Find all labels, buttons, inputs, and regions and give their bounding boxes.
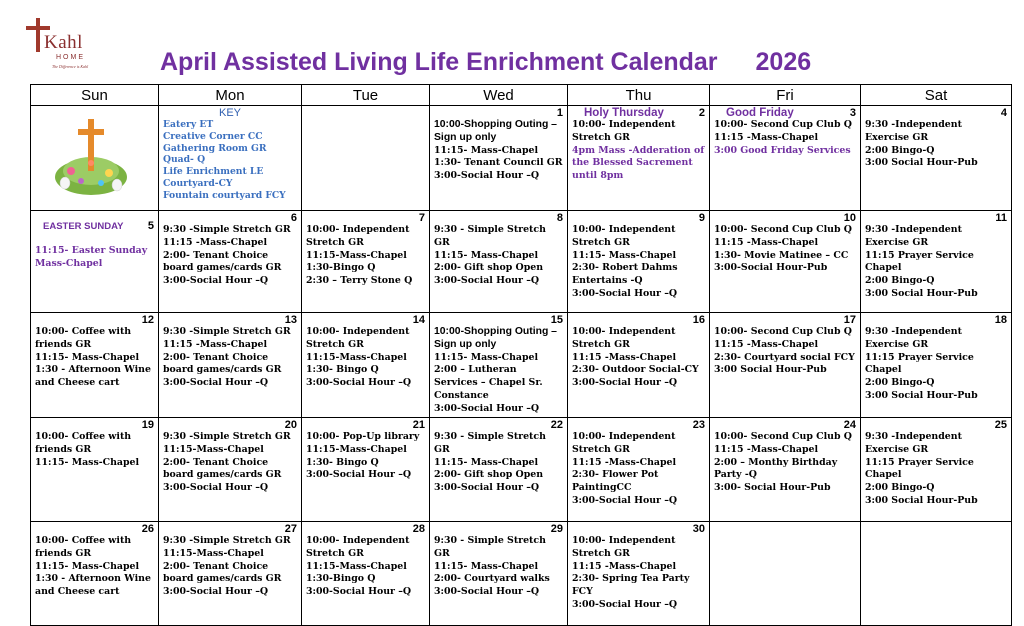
day-cell-14 [302, 313, 430, 418]
day-number: 13 [284, 314, 297, 326]
key-item: Quad- Q [163, 154, 206, 166]
day-header [572, 107, 705, 119]
day-cell-11 [861, 211, 1012, 313]
day-cell-24 [710, 418, 861, 522]
weekday-header [31, 85, 1012, 106]
week-row [31, 313, 1012, 418]
event: 3:00-Social Hour –Q [572, 287, 678, 299]
event: 3:00-Social Hour –Q [306, 377, 412, 389]
event: 3:00 Social Hour-Pub [714, 364, 827, 376]
day-number: 18 [994, 314, 1007, 326]
event: 11:15 -Mass-Chapel [572, 456, 677, 468]
day-cell-3 [710, 106, 861, 211]
event: 9:30 -Simple Stretch GR [163, 431, 291, 442]
key-item: Life Enrichment LE [163, 166, 264, 178]
event: 10:00-Shopping Outing – Sign up only [434, 326, 557, 350]
easter-cross-icon [51, 113, 131, 199]
event: 2:00- Gift shop Open [434, 262, 544, 274]
event: 3:00-Social Hour –Q [163, 482, 269, 494]
event: 3:00-Social Hour –Q [163, 586, 269, 598]
day-number: 21 [412, 419, 425, 431]
day-header [714, 107, 856, 119]
event: 2:00- Gift shop Open [434, 469, 544, 481]
event: 11:15- Mass-Chapel [35, 560, 140, 572]
page-title [160, 48, 811, 77]
event: 2:30- Spring Tea Party FCY [572, 573, 690, 598]
event: 10:00- Independent Stretch GR [306, 326, 410, 350]
day-header [35, 220, 154, 233]
event: 9:30 - Simple Stretch GR [434, 431, 546, 455]
event: 11:15- Mass-Chapel [434, 560, 539, 572]
event: 3:00-Social Hour –Q [572, 494, 678, 506]
event: 3:00-Social Hour –Q [434, 586, 540, 598]
event: 3:00-Social Hour –Q [434, 275, 540, 287]
weekday-mon: Mon [159, 85, 302, 106]
event: 10:00- Pop-Up library [306, 431, 420, 442]
day-number: 24 [843, 419, 856, 431]
event: 11:15- Mass-Chapel [434, 144, 539, 156]
day-number: 14 [412, 314, 425, 326]
event: 11:15 -Mass-Chapel [572, 560, 677, 572]
event: 1:30- Tenant Council GR [434, 157, 563, 169]
day-cell-12 [31, 313, 159, 418]
key-item: Courtyard-CY [163, 177, 233, 189]
event: 11:15 -Mass-Chapel [714, 443, 819, 455]
day-cell-30 [568, 522, 710, 626]
day-number: 11 [995, 212, 1007, 224]
day-number: 1 [556, 107, 563, 119]
event: 10:00- Independent Stretch GR [572, 535, 676, 559]
event: 10:00- Independent Stretch GR [306, 224, 410, 248]
event: 2:30- Flower Pot PaintingCC [572, 469, 659, 494]
day-number: 15 [550, 314, 563, 326]
day-number: 8 [556, 212, 563, 224]
event: 11:15- Mass-Chapel [35, 456, 140, 468]
day-cell-16 [568, 313, 710, 418]
event: 10:00- Independent Stretch GR [572, 326, 676, 350]
event: 1:30 - Afternoon Wine and Cheese cart [35, 573, 151, 598]
event: 3:00-Social Hour –Q [434, 482, 540, 494]
day-cell-28 [302, 522, 430, 626]
week-row [31, 106, 1012, 211]
holiday-label: Holy Thursday [584, 107, 664, 119]
event: 11:15 -Mass-Chapel [714, 338, 819, 350]
event: 2:00 – Lutheran Services – Chapel Sr. Constance [434, 364, 543, 401]
day-cell-26 [31, 522, 159, 626]
event: 1:30- Bingo Q [306, 364, 379, 376]
easter-art-cell [31, 106, 159, 211]
event: 11:15- Mass-Chapel [434, 351, 539, 363]
event: 11:15- Mass-Chapel [434, 249, 539, 261]
key-title: KEY [218, 107, 241, 119]
calendar-grid [30, 84, 1012, 626]
event: 10:00- Coffee with friends GR [35, 431, 132, 455]
day-number: 26 [141, 523, 154, 535]
event: 3:00-Social Hour –Q [163, 377, 269, 389]
day-number: 9 [698, 212, 705, 224]
event: 2:00 – Monthy Birthday Party -Q [714, 456, 838, 481]
event: 9:30 -Independent Exercise GR [865, 224, 962, 248]
day-number: 29 [550, 523, 563, 535]
event: 2:00 Bingo-Q [865, 482, 935, 494]
day-number: 6 [290, 212, 297, 224]
event: 10:00- Coffee with friends GR [35, 326, 132, 350]
day-cell-7 [302, 211, 430, 313]
event: 3:00-Social Hour-Pub [714, 262, 828, 274]
event: 3:00 Social Hour-Pub [865, 494, 978, 506]
day-cell-10 [710, 211, 861, 313]
event: 2:00- Courtyard walks [434, 573, 550, 585]
empty-day-cell [861, 522, 1012, 626]
day-cell-19 [31, 418, 159, 522]
event-special: 4pm Mass -Adderation of the Blessed Sacrement until 8pm [572, 144, 705, 182]
event: 3:00-Social Hour –Q [572, 598, 678, 610]
event: 1:30- Movie Matinee – CC [714, 249, 849, 261]
day-number: 22 [550, 419, 563, 431]
kahl-home-logo [22, 18, 112, 70]
event-special: 11:15- Easter Sunday Mass-Chapel [35, 245, 148, 269]
title-text: April Assisted Living Life Enrichment Calendar [160, 48, 718, 76]
day-cell-5 [31, 211, 159, 313]
event: 3:00-Social Hour –Q [306, 586, 412, 598]
weekday-fri: Fri [710, 85, 861, 106]
cross-icon [36, 18, 40, 52]
event: 9:30 -Simple Stretch GR [163, 326, 291, 337]
event: 11:15 -Mass-Chapel [714, 236, 819, 248]
event: 10:00- Independent Stretch GR [572, 224, 676, 248]
event: 11:15-Mass-Chapel [163, 547, 264, 559]
event: 10:00- Second Cup Club Q [714, 119, 852, 130]
event: 11:15 Prayer Service Chapel [865, 249, 974, 274]
empty-day-cell [302, 106, 430, 211]
day-cell-25 [861, 418, 1012, 522]
day-cell-15 [430, 313, 568, 418]
event: 2:00 Bingo-Q [865, 377, 935, 389]
event: 9:30 - Simple Stretch GR [434, 224, 546, 248]
event: 9:30 - Simple Stretch GR [434, 535, 546, 559]
event: 9:30 -Independent Exercise GR [865, 326, 962, 350]
day-cell-2 [568, 106, 710, 211]
event: 10:00- Coffee with friends GR [35, 535, 132, 559]
day-number: 27 [284, 523, 297, 535]
key-item: Fountain courtyard FCY [163, 189, 286, 201]
event: 10:00- Second Cup Club Q [714, 224, 852, 235]
event: 3:00-Social Hour –Q [434, 170, 540, 182]
event: 3:00-Social Hour –Q [163, 275, 269, 287]
day-cell-17 [710, 313, 861, 418]
event: 2:00- Tenant Choice board games/cards GR [163, 351, 282, 376]
day-number: 3 [849, 107, 856, 119]
title-year: 2026 [755, 48, 812, 76]
day-cell-6 [159, 211, 302, 313]
event: 11:15 -Mass-Chapel [714, 131, 819, 143]
event: 11:15- Mass-Chapel [434, 456, 539, 468]
event: 1:30-Bingo Q [306, 573, 376, 585]
event: 2:00 Bingo-Q [865, 275, 935, 287]
event: 2:30- Robert Dahms Entertains -Q [572, 262, 678, 287]
day-number: 12 [141, 314, 154, 326]
day-number: 20 [284, 419, 297, 431]
day-number: 16 [692, 314, 705, 326]
day-cell-22 [430, 418, 568, 522]
event: 2:30- Courtyard social FCY [714, 351, 855, 363]
event: 11:15-Mass-Chapel [306, 351, 407, 363]
day-cell-21 [302, 418, 430, 522]
event: 11:15 -Mass-Chapel [163, 338, 268, 350]
event: 11:15 -Mass-Chapel [163, 236, 268, 248]
day-cell-8 [430, 211, 568, 313]
event: 10:00-Shopping Outing – Sign up only [434, 119, 557, 143]
day-cell-20 [159, 418, 302, 522]
event-special: 3:00 Good Friday Services [714, 144, 851, 156]
event: 11:15 Prayer Service Chapel [865, 351, 974, 376]
day-number: 23 [692, 419, 705, 431]
day-number: 28 [412, 523, 425, 535]
cross-bar [26, 26, 50, 30]
day-cell-4 [861, 106, 1012, 211]
event: 3:00 Social Hour-Pub [865, 389, 978, 401]
logo-name: Kahl [44, 32, 83, 53]
event: 10:00- Independent Stretch GR [306, 535, 410, 559]
key-item: Gathering Room GR [163, 142, 267, 154]
event: 1:30- Bingo Q [306, 456, 379, 468]
event: 3:00 Social Hour-Pub [865, 157, 978, 169]
event: 2:00- Tenant Choice board games/cards GR [163, 456, 282, 481]
event: 3:00 Social Hour-Pub [865, 287, 978, 299]
week-row [31, 211, 1012, 313]
event: 11:15 Prayer Service Chapel [865, 456, 974, 481]
event: 11:15- Mass-Chapel [35, 351, 140, 363]
key-cell [159, 106, 302, 211]
day-cell-23 [568, 418, 710, 522]
day-cell-18 [861, 313, 1012, 418]
logo-tagline: The Difference is Kahl [52, 64, 89, 69]
event: 2:30- Outdoor Social-CY [572, 364, 699, 376]
event: 11:15-Mass-Chapel [306, 249, 407, 261]
empty-day-cell [710, 522, 861, 626]
holiday-label: EASTER SUNDAY [43, 221, 124, 232]
event: 1:30-Bingo Q [306, 262, 376, 274]
day-number: 30 [692, 523, 705, 535]
event: 10:00- Independent Stretch GR [572, 119, 676, 143]
event: 10:00- Second Cup Club Q [714, 431, 852, 442]
day-number: 25 [994, 419, 1007, 431]
day-number: 4 [1000, 107, 1007, 119]
holiday-label: Good Friday [726, 107, 794, 119]
event: 11:15- Mass-Chapel [572, 249, 677, 261]
event: 3:00-Social Hour –Q [306, 469, 412, 481]
week-row [31, 522, 1012, 626]
event: 9:30 -Independent Exercise GR [865, 119, 962, 143]
event: 9:30 -Simple Stretch GR [163, 224, 291, 235]
day-number: 17 [843, 314, 856, 326]
event: 10:00- Independent Stretch GR [572, 431, 676, 455]
event: 3:00-Social Hour –Q [572, 377, 678, 389]
event: 3:00-Social Hour –Q [434, 402, 540, 414]
weekday-tue: Tue [302, 85, 430, 106]
event: 9:30 -Independent Exercise GR [865, 431, 962, 455]
logo-sub: HOME [56, 54, 85, 61]
weekday-sat: Sat [861, 85, 1012, 106]
event: 11:15-Mass-Chapel [306, 443, 407, 455]
event: 2:00 Bingo-Q [865, 144, 935, 156]
day-cell-29 [430, 522, 568, 626]
day-number: 2 [698, 107, 705, 119]
day-cell-1 [430, 106, 568, 211]
event: 11:15 -Mass-Chapel [572, 351, 677, 363]
event: 3:00- Social Hour-Pub [714, 482, 831, 494]
event: 2:00- Tenant Choice board games/cards GR [163, 249, 282, 274]
day-number: 10 [843, 212, 856, 224]
key-item: Creative Corner CC [163, 130, 263, 142]
event: 2:00- Tenant Choice board games/cards GR [163, 560, 282, 585]
event: 10:00- Second Cup Club Q [714, 326, 852, 337]
day-number: 7 [418, 212, 425, 224]
day-cell-9 [568, 211, 710, 313]
event: 11:15-Mass-Chapel [163, 443, 264, 455]
weekday-wed: Wed [430, 85, 568, 106]
weekday-thu: Thu [568, 85, 710, 106]
event: 1:30 - Afternoon Wine and Cheese cart [35, 364, 151, 389]
day-cell-13 [159, 313, 302, 418]
key-item: Eatery ET [163, 119, 214, 130]
day-cell-27 [159, 522, 302, 626]
weekday-sun: Sun [31, 85, 159, 106]
event: 9:30 -Simple Stretch GR [163, 535, 291, 546]
event: 2:30 – Terry Stone Q [306, 275, 413, 287]
day-number: 19 [141, 419, 154, 431]
event: 11:15-Mass-Chapel [306, 560, 407, 572]
week-row [31, 418, 1012, 522]
day-number: 5 [147, 220, 154, 232]
